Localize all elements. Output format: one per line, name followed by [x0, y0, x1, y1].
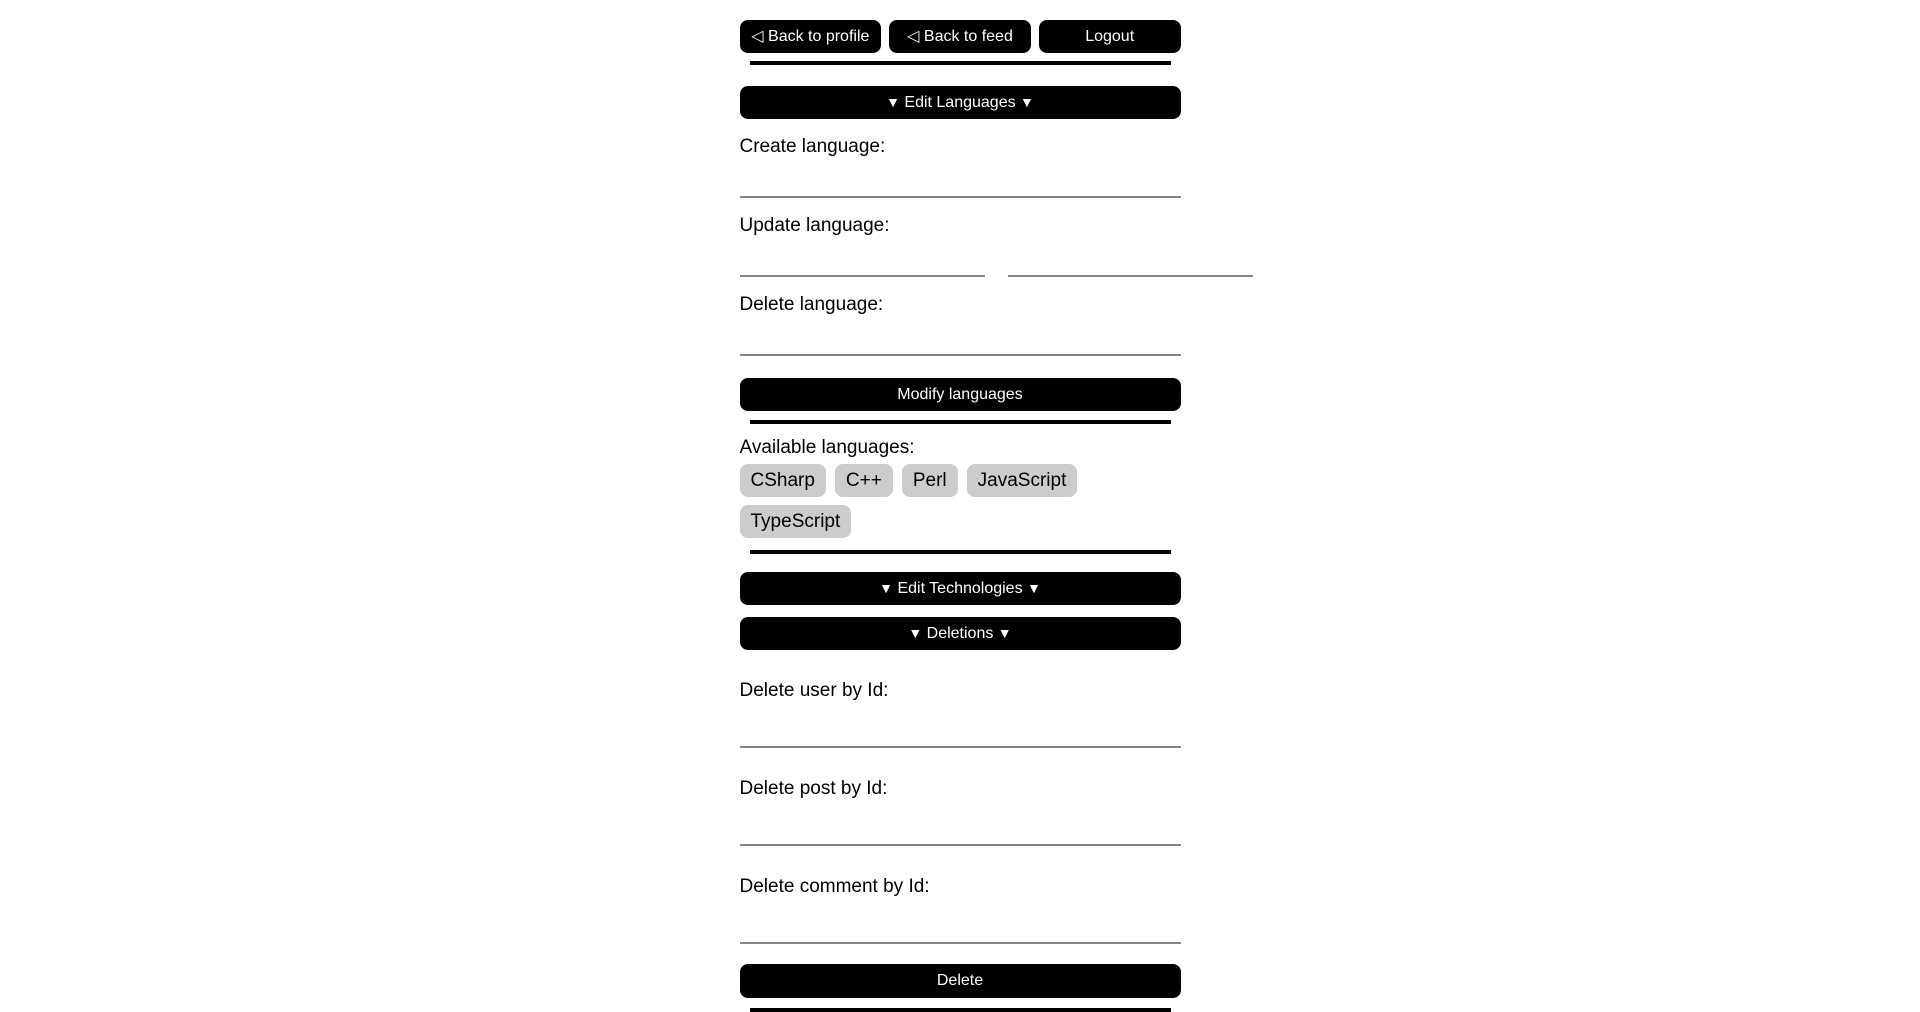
divider [750, 1008, 1171, 1012]
create-language-label: Create language: [739, 136, 886, 157]
modify-languages-label: Modify languages [897, 386, 1023, 403]
divider [750, 550, 1171, 554]
update-language-new-input[interactable] [1008, 237, 1253, 277]
available-languages-label: Available languages: [739, 437, 915, 458]
delete-language-input[interactable] [740, 316, 1181, 356]
language-chip: C++ [835, 464, 893, 497]
delete-button-label: Delete [936, 972, 984, 989]
chevron-down-icon: ▼ [1020, 94, 1034, 110]
delete-button[interactable] [740, 964, 1181, 998]
update-language-old-input[interactable] [740, 237, 985, 277]
back-to-profile-button[interactable] [740, 20, 882, 53]
update-language-row [740, 237, 1181, 277]
logout-label: Logout [1085, 28, 1135, 45]
chevron-down-icon: ▼ [879, 580, 893, 596]
deletions-title: Deletions [926, 625, 994, 642]
language-chip: TypeScript [740, 505, 852, 538]
chevron-down-icon: ▼ [997, 625, 1012, 641]
logout-button[interactable] [1039, 20, 1181, 53]
delete-user-label: Delete user by Id: [739, 680, 889, 701]
edit-technologies-toggle[interactable] [740, 572, 1181, 605]
create-language-input[interactable] [740, 158, 1181, 198]
chevron-down-icon: ▼ [886, 94, 900, 110]
delete-comment-label: Delete comment by Id: [739, 876, 930, 897]
chevron-down-icon: ▼ [1027, 580, 1041, 596]
modify-languages-button[interactable] [740, 378, 1181, 411]
edit-technologies-title: Edit Technologies [897, 580, 1023, 597]
delete-post-input[interactable] [740, 800, 1181, 846]
edit-languages-toggle[interactable] [740, 86, 1181, 119]
delete-post-label: Delete post by Id: [739, 778, 888, 799]
delete-user-input[interactable] [740, 702, 1181, 748]
back-to-profile-label: Back to profile [768, 28, 870, 45]
update-language-label: Update language: [739, 215, 890, 236]
chevron-down-icon: ▼ [908, 625, 923, 641]
language-chip: Perl [902, 464, 958, 497]
delete-comment-input[interactable] [740, 898, 1181, 944]
back-to-feed-label: Back to feed [923, 28, 1013, 45]
delete-language-label: Delete language: [739, 294, 884, 315]
admin-panel [740, 0, 1181, 1012]
language-chip: CSharp [740, 464, 826, 497]
available-languages-list [740, 464, 1181, 538]
divider [750, 61, 1171, 65]
edit-languages-title: Edit Languages [904, 94, 1016, 111]
back-arrow-icon: ◁ [751, 28, 764, 45]
deletions-toggle[interactable] [740, 617, 1181, 650]
language-chip: JavaScript [967, 464, 1078, 497]
nav-row [740, 20, 1181, 53]
back-arrow-icon: ◁ [907, 28, 920, 45]
divider [750, 420, 1171, 424]
back-to-feed-button[interactable] [889, 20, 1031, 53]
